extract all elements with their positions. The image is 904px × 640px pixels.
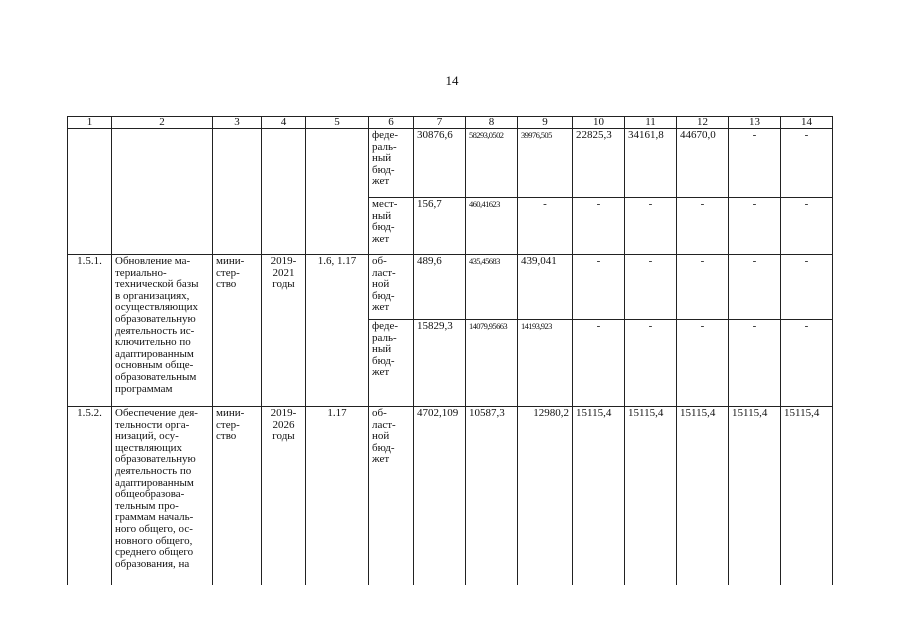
value-cell: 15115,4 bbox=[729, 407, 781, 585]
executor-cell: мини- стер- ство bbox=[213, 255, 262, 407]
item-number-cell: 1.5.2. bbox=[68, 407, 112, 585]
value-cell: - bbox=[781, 198, 833, 255]
value-cell: 22825,3 bbox=[573, 129, 625, 198]
column-header: 13 bbox=[729, 117, 781, 129]
funding-source-cell: феде- раль- ный бюд- жет bbox=[369, 320, 414, 407]
value-cell: - bbox=[781, 320, 833, 407]
column-header: 11 bbox=[625, 117, 677, 129]
column-header: 6 bbox=[369, 117, 414, 129]
executor-cell: мини- стер- ство bbox=[213, 407, 262, 585]
value-cell bbox=[466, 198, 518, 255]
value-cell: - bbox=[781, 129, 833, 198]
value-cell: 10587,3 bbox=[466, 407, 518, 585]
value-cell: 34161,8 bbox=[625, 129, 677, 198]
value-cell: 15115,4 bbox=[573, 407, 625, 585]
item-number-cell bbox=[68, 129, 112, 255]
budget-table bbox=[67, 116, 833, 585]
value-cell: - bbox=[677, 255, 729, 320]
column-header: 3 bbox=[213, 117, 262, 129]
value-cell: - bbox=[573, 255, 625, 320]
value-cell: 15829,3 bbox=[414, 320, 466, 407]
funding-source-cell: мест- ный бюд- жет bbox=[369, 198, 414, 255]
value-text: 435,45683 bbox=[469, 256, 500, 266]
funding-source-cell: об- ласт- ной бюд- жет bbox=[369, 255, 414, 320]
column-header: 1 bbox=[68, 117, 112, 129]
value-cell bbox=[466, 255, 518, 320]
column-header: 4 bbox=[262, 117, 306, 129]
value-cell: - bbox=[729, 129, 781, 198]
value-cell: - bbox=[625, 320, 677, 407]
header-row bbox=[68, 117, 833, 129]
period-cell: 2019- 2026 годы bbox=[262, 407, 306, 585]
indicator-cell: 1.6, 1.17 bbox=[306, 255, 369, 407]
indicator-cell bbox=[306, 129, 369, 255]
column-header: 7 bbox=[414, 117, 466, 129]
value-cell bbox=[518, 129, 573, 198]
executor-cell bbox=[213, 129, 262, 255]
column-header: 12 bbox=[677, 117, 729, 129]
value-cell: - bbox=[729, 320, 781, 407]
value-cell bbox=[466, 320, 518, 407]
value-cell: - bbox=[677, 198, 729, 255]
value-cell: - bbox=[625, 255, 677, 320]
value-text: 58293,0502 bbox=[469, 130, 504, 140]
value-cell bbox=[518, 320, 573, 407]
table-row bbox=[68, 407, 833, 585]
value-cell: 30876,6 bbox=[414, 129, 466, 198]
item-description-cell: Обновление ма- териально- технической базы в организациях, осуществляющих образовательную деятельность ис- ключительно по адаптированным основным обще- образовательным программам bbox=[112, 255, 213, 407]
value-text: 39976,505 bbox=[521, 130, 552, 140]
value-cell: 489,6 bbox=[414, 255, 466, 320]
table-row bbox=[68, 129, 833, 198]
funding-source-cell: феде- раль- ный бюд- жет bbox=[369, 129, 414, 198]
item-description-cell bbox=[112, 129, 213, 255]
table-row bbox=[68, 255, 833, 320]
value-cell: - bbox=[781, 255, 833, 320]
value-cell: 156,7 bbox=[414, 198, 466, 255]
value-cell: - bbox=[729, 198, 781, 255]
value-cell: - bbox=[573, 198, 625, 255]
value-cell: 12980,2 bbox=[518, 407, 573, 585]
period-cell: 2019- 2021 годы bbox=[262, 255, 306, 407]
value-text: 14193,923 bbox=[521, 321, 552, 331]
indicator-cell: 1.17 bbox=[306, 407, 369, 585]
value-cell: 15115,4 bbox=[625, 407, 677, 585]
value-cell: - bbox=[729, 255, 781, 320]
page-number: 14 bbox=[445, 73, 459, 88]
value-text: 14079,95663 bbox=[469, 321, 508, 331]
column-header: 5 bbox=[306, 117, 369, 129]
funding-source-cell: об- ласт- ной бюд- жет bbox=[369, 407, 414, 585]
item-description-cell: Обеспечение дея- тельности орга- низаций, осу- ществляющих образовательную деятельность по адаптированным общеобразова- тельным про- граммам началь- ного общего, ос- новного общего, среднего общего образования, на bbox=[112, 407, 213, 585]
value-cell: - bbox=[677, 320, 729, 407]
column-header: 14 bbox=[781, 117, 833, 129]
period-cell bbox=[262, 129, 306, 255]
value-cell: 15115,4 bbox=[781, 407, 833, 585]
value-cell: - bbox=[625, 198, 677, 255]
column-header: 9 bbox=[518, 117, 573, 129]
value-cell: 4702,109 bbox=[414, 407, 466, 585]
value-cell bbox=[466, 129, 518, 198]
value-cell: 439,041 bbox=[518, 255, 573, 320]
value-text: 460,41623 bbox=[469, 199, 500, 209]
value-cell: 44670,0 bbox=[677, 129, 729, 198]
value-cell: 15115,4 bbox=[677, 407, 729, 585]
item-number-cell: 1.5.1. bbox=[68, 255, 112, 407]
column-header: 8 bbox=[466, 117, 518, 129]
column-header: 2 bbox=[112, 117, 213, 129]
value-cell: - bbox=[573, 320, 625, 407]
value-cell: - bbox=[518, 198, 573, 255]
column-header: 10 bbox=[573, 117, 625, 129]
